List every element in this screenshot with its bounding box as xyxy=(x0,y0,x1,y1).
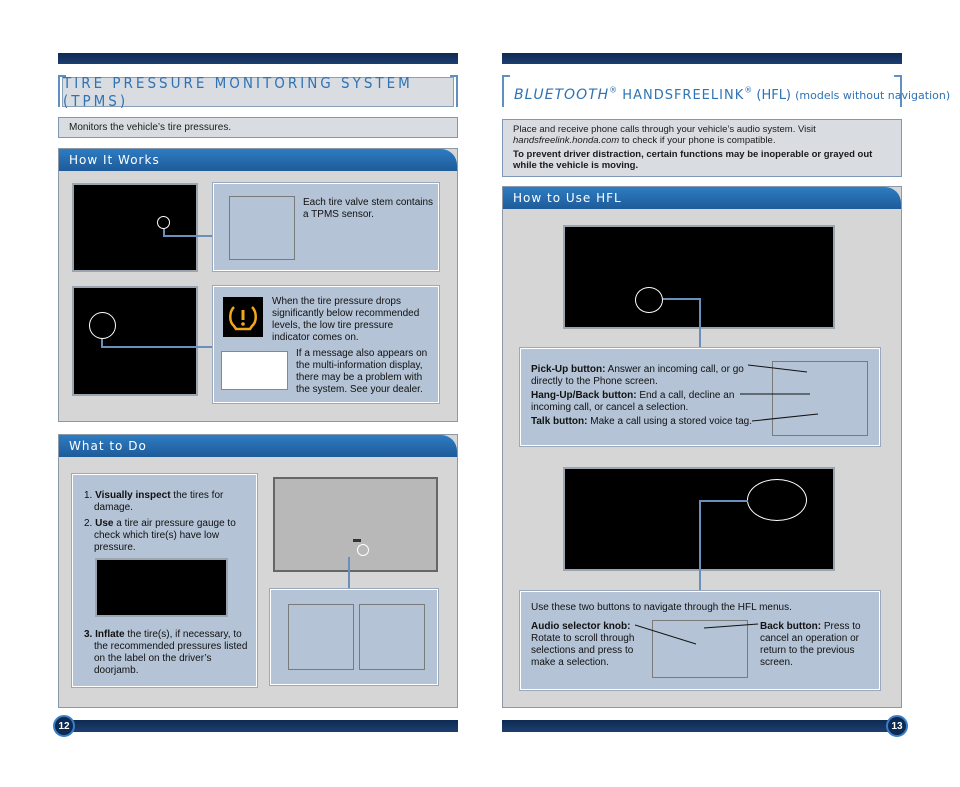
talk-desc: Make a call using a stored voice tag. xyxy=(587,416,753,427)
right-top-bar xyxy=(502,53,902,64)
right-title-bracket-left xyxy=(502,75,510,107)
valve-text: Each tire valve stem contains a TPMS sensor. xyxy=(303,197,434,220)
hfl-title-bluetooth: BLUETOOTH xyxy=(514,87,610,103)
steering-callout-line-h xyxy=(663,298,701,300)
knob-desc: Rotate to scroll through selections and press to make a selection. xyxy=(531,633,635,668)
knob-label: Audio selector knob: xyxy=(531,621,631,632)
hangup-label: Hang-Up/Back button: xyxy=(531,390,637,401)
low-pressure-text: When the tire pressure drops significantly below recommended levels, the low tire pressure indicator comes on. xyxy=(272,296,420,343)
step-3-number: 3. xyxy=(84,629,93,640)
step-2-bold: Use xyxy=(95,518,114,529)
hfl-description xyxy=(502,119,902,177)
mid-display-image xyxy=(221,351,288,390)
how-to-use-heading: How to Use HFL xyxy=(513,191,622,205)
pickup-label: Pick-Up button: xyxy=(531,364,606,375)
steering-callout-circle xyxy=(635,287,663,313)
hfl-title xyxy=(514,84,951,108)
low-tire-pressure-icon xyxy=(227,302,259,332)
phone-callout-lines xyxy=(730,360,820,430)
doorjamb-callout-line xyxy=(348,557,350,589)
hfl-desc-line-1: Place and receive phone calls through your vehicle’s audio system. Visit xyxy=(513,124,816,135)
hfl-warning: To prevent driver distraction, certain functions may be inoperable or grayed out while the vehicle is moving. xyxy=(513,149,873,171)
nav-intro-text: Use these two buttons to navigate through the HFL menus. xyxy=(531,602,792,613)
how-it-works-heading: How It Works xyxy=(69,153,160,167)
page-number-right: 13 xyxy=(886,715,908,737)
step-3-bold: Inflate xyxy=(95,629,125,640)
nav-callout-lines xyxy=(630,618,760,648)
back-label: Back button: xyxy=(760,621,822,632)
indicator-callout-circle xyxy=(89,312,116,339)
hfl-link[interactable]: handsfreelink.honda.com xyxy=(513,135,620,146)
step-1-bold: Visually inspect xyxy=(95,490,171,501)
steering-callout-line-v xyxy=(699,298,701,348)
audio-callout-line-v xyxy=(699,500,701,591)
hfl-desc-line-2-wrap xyxy=(513,135,891,146)
valve-callout-line-h xyxy=(163,235,213,237)
tire-label-image-2 xyxy=(359,604,425,670)
tpms-description xyxy=(58,117,458,138)
left-bottom-bar xyxy=(58,720,458,732)
step-1-number: 1. xyxy=(84,490,93,501)
page-title: TIRE PRESSURE MONITORING SYSTEM (TPMS) xyxy=(63,74,413,110)
talk-label: Talk button: xyxy=(531,416,588,427)
talk-text xyxy=(531,416,761,428)
step-1-text: the tires for damage. xyxy=(94,490,224,513)
pickup-text xyxy=(531,364,751,388)
back-desc: Press to cancel an operation or return to the previous screen. xyxy=(760,621,861,668)
hfl-title-reg-1: ® xyxy=(609,85,618,95)
hfl-title-models: (models without navigation) xyxy=(795,89,951,102)
page-number-left: 12 xyxy=(53,715,75,737)
step-1 xyxy=(84,490,249,514)
doorjamb-label-mark xyxy=(353,539,361,542)
step-3 xyxy=(84,629,249,677)
doorjamb-photo xyxy=(273,477,438,572)
audio-callout-circle xyxy=(747,479,807,521)
instrument-panel-photo xyxy=(72,286,198,396)
left-top-bar xyxy=(58,53,458,64)
hfl-desc-line-2: to check if your phone is compatible. xyxy=(619,135,776,146)
doorjamb-callout-circle xyxy=(357,544,369,556)
hangup-text xyxy=(531,390,743,414)
what-to-do-heading: What to Do xyxy=(69,439,147,453)
pickup-desc: Answer an incoming call, or go directly to the Phone screen. xyxy=(531,364,744,387)
step-2-text: a tire air pressure gauge to check which tire(s) have low pressure. xyxy=(94,518,236,553)
hfl-title-reg-2: ® xyxy=(744,85,753,95)
tire-label-image-1 xyxy=(288,604,354,670)
how-to-use-tab xyxy=(503,187,901,209)
hfl-title-main: HANDSFREELINK xyxy=(617,88,745,103)
valve-stem-photo xyxy=(72,183,198,272)
valve-callout-circle xyxy=(157,216,170,229)
right-bottom-bar xyxy=(502,720,902,732)
what-to-do-tab xyxy=(59,435,457,457)
step-2 xyxy=(84,518,249,554)
step-3-text: the tire(s), if necessary, to the recommended pressures listed on the label on the driver’s doorjamb. xyxy=(94,629,248,676)
back-text xyxy=(760,621,872,669)
tpms-subtitle: Monitors the vehicle’s tire pressures. xyxy=(69,122,232,133)
how-it-works-tab xyxy=(59,149,457,171)
tpms-title-box xyxy=(62,74,454,110)
step-2-number: 2. xyxy=(84,518,93,529)
indicator-callout-line-h xyxy=(101,346,213,348)
pressure-gauge-photo xyxy=(95,558,228,617)
audio-callout-line-h xyxy=(700,500,748,502)
message-text: If a message also appears on the multi-information display, there may be a problem with the system. See your dealer. xyxy=(296,348,428,395)
hangup-desc: End a call, decline an incoming call, or cancel a selection. xyxy=(531,390,735,413)
hfl-title-abbr: (HFL) xyxy=(752,88,796,103)
tpms-indicator-icon xyxy=(223,297,263,337)
tpms-sensor-image xyxy=(229,196,295,260)
